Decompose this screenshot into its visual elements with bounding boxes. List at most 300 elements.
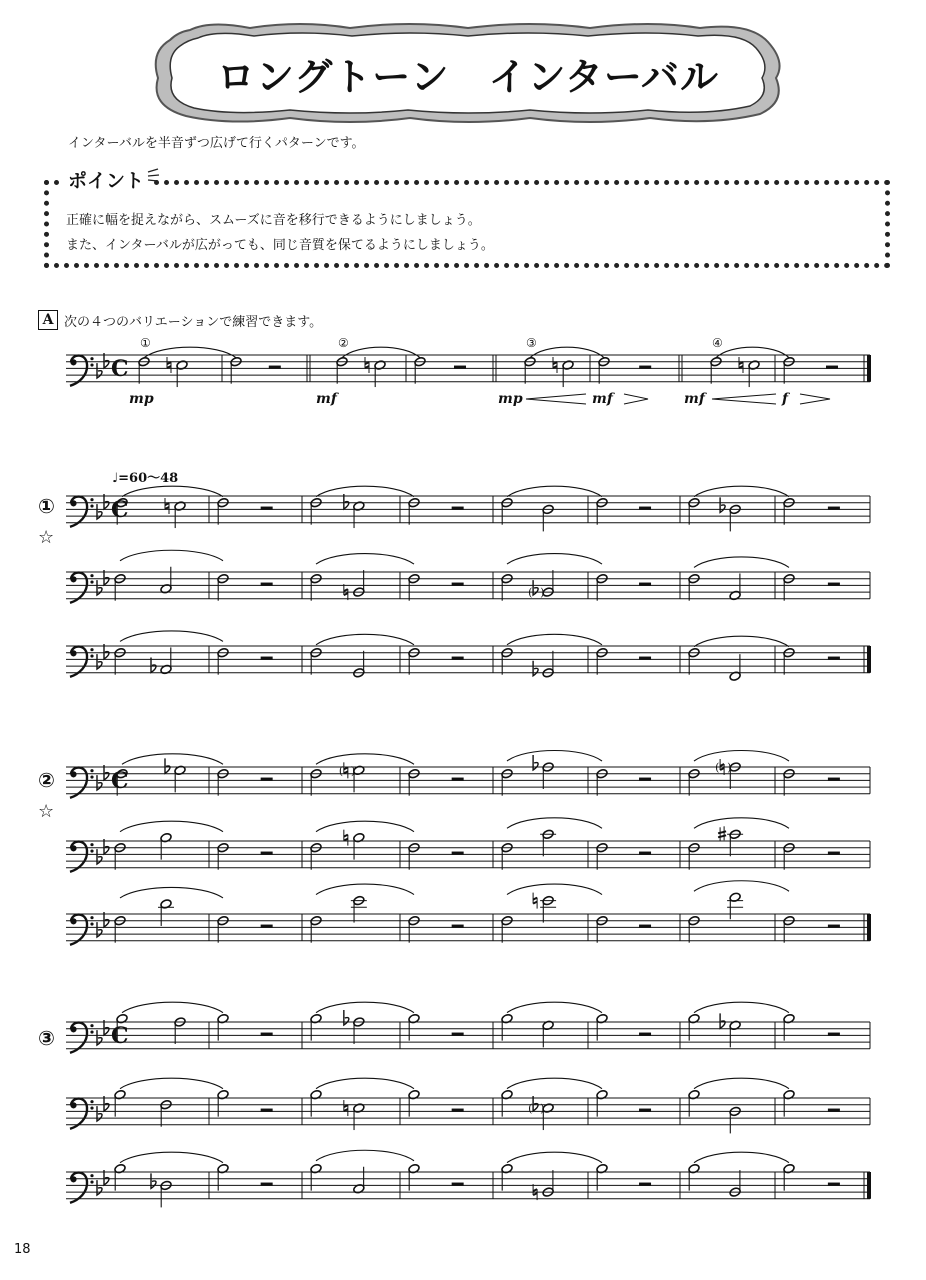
half-note — [783, 842, 795, 869]
flat-icon — [97, 1180, 102, 1195]
half-note — [408, 915, 420, 942]
natural-stroke — [165, 507, 169, 509]
staff — [66, 570, 870, 603]
half-note — [217, 768, 229, 795]
half-note — [217, 1163, 229, 1190]
paren-close: ) — [540, 1102, 545, 1116]
page-title: ロングトーン インターバル — [216, 54, 720, 99]
half-rest-icon — [639, 366, 651, 369]
crescendo-hairpin — [712, 394, 776, 404]
flat-icon — [151, 1173, 156, 1188]
staff — [66, 1096, 870, 1129]
half-note — [688, 915, 700, 942]
half-note — [217, 497, 229, 524]
half-note — [374, 360, 386, 387]
flat-icon — [165, 758, 170, 773]
half-note — [353, 832, 365, 859]
clef-dot — [70, 771, 76, 777]
clef-dot — [90, 574, 93, 577]
common-time-icon: C — [111, 1022, 129, 1049]
half-note — [501, 915, 513, 942]
flat-icon — [97, 363, 102, 378]
slur — [694, 818, 789, 829]
paren-open: ( — [338, 764, 344, 778]
clef-dot — [90, 504, 93, 507]
half-note — [783, 1089, 795, 1116]
clef-dot — [90, 654, 93, 657]
slur — [694, 557, 789, 568]
half-note — [310, 1089, 322, 1116]
variation-number: ② — [338, 336, 349, 350]
half-note — [688, 1089, 700, 1116]
clef-dot — [90, 1030, 93, 1033]
natural-stroke — [533, 1193, 537, 1195]
half-note — [596, 647, 608, 674]
slur — [120, 1152, 223, 1163]
clef-dot — [90, 648, 93, 651]
half-note — [783, 497, 795, 524]
natural-stroke — [167, 366, 171, 368]
clef-dot — [70, 1102, 76, 1108]
clef-dot — [90, 775, 93, 778]
half-note — [596, 768, 608, 795]
flat-icon — [97, 504, 102, 519]
natural-stroke — [739, 362, 743, 364]
natural-stroke — [167, 362, 171, 364]
half-note — [542, 1020, 554, 1047]
half-note — [353, 1103, 365, 1130]
clef-dot — [90, 1100, 93, 1103]
half-note — [138, 356, 150, 383]
half-note — [783, 356, 795, 383]
clef-dot — [70, 1026, 76, 1032]
natural-stroke — [344, 1105, 348, 1107]
clef-dot — [70, 359, 76, 365]
natural-stroke — [533, 1189, 537, 1191]
half-note — [217, 915, 229, 942]
clef-dot — [90, 1180, 93, 1183]
dynamic-mf: mf — [684, 391, 705, 407]
half-note — [174, 765, 186, 792]
half-note — [174, 1017, 186, 1044]
half-note — [217, 1089, 229, 1116]
slur — [120, 821, 223, 832]
clef-dot — [70, 576, 76, 582]
half-rest-icon — [452, 925, 464, 928]
half-note — [230, 356, 242, 383]
half-note — [160, 1099, 172, 1126]
natural-stroke — [553, 362, 557, 364]
half-rest-icon — [261, 507, 273, 510]
half-note — [783, 647, 795, 674]
natural-stroke — [553, 366, 557, 368]
natural-stroke — [365, 366, 369, 368]
half-note — [353, 501, 365, 528]
slur — [694, 1152, 789, 1163]
half-note — [114, 573, 126, 600]
half-rest-icon — [261, 925, 273, 928]
point-label-text: ポイント — [68, 170, 145, 192]
half-note — [783, 915, 795, 942]
half-note — [729, 573, 741, 600]
half-rest-icon — [452, 1033, 464, 1036]
slur — [507, 1152, 602, 1163]
final-barline — [867, 355, 871, 382]
slur — [316, 1078, 414, 1089]
half-note — [160, 647, 172, 674]
half-note — [729, 1106, 741, 1133]
half-note — [501, 1013, 513, 1040]
half-rest-icon — [261, 1109, 273, 1112]
half-note — [727, 829, 743, 856]
half-note — [310, 915, 322, 942]
clef-dot — [90, 922, 93, 925]
flat-icon — [97, 922, 102, 937]
half-rest-icon — [261, 778, 273, 781]
crescendo-hairpin — [526, 394, 586, 404]
exercise-number: ③ — [38, 1026, 55, 1050]
sharp-stroke — [718, 831, 726, 833]
half-note — [596, 1089, 608, 1116]
half-note — [414, 356, 426, 383]
natural-stroke — [344, 771, 348, 773]
half-note — [217, 1013, 229, 1040]
half-note — [160, 832, 172, 859]
natural-stroke — [344, 593, 348, 595]
half-note — [310, 573, 322, 600]
clef-dot — [90, 357, 93, 360]
natural-stroke — [344, 835, 348, 837]
half-rest-icon — [452, 852, 464, 855]
slur — [694, 486, 789, 497]
clef-dot — [90, 1024, 93, 1027]
half-note — [688, 1013, 700, 1040]
half-rest-icon — [261, 1033, 273, 1036]
half-rest-icon — [452, 583, 464, 586]
half-note — [596, 497, 608, 524]
half-note — [501, 1089, 513, 1116]
flat-icon — [97, 580, 102, 595]
half-note — [688, 1163, 700, 1190]
slur — [316, 884, 414, 895]
slur — [694, 881, 789, 892]
clef-dot — [90, 1174, 93, 1177]
staff — [66, 644, 870, 677]
staff — [66, 1020, 870, 1053]
star-icon: ☆ — [38, 527, 55, 548]
half-rest-icon — [452, 1183, 464, 1186]
natural-icon — [165, 498, 169, 514]
natural-icon — [344, 1100, 348, 1116]
half-note — [217, 573, 229, 600]
half-note — [114, 1089, 126, 1116]
tempo-marking: ♩=60～48 — [112, 471, 179, 486]
half-note — [542, 504, 554, 531]
half-note — [729, 1170, 741, 1197]
natural-icon — [533, 893, 537, 909]
half-note — [217, 842, 229, 869]
point-line-2: また、インターバルが広がっても、同じ音質を保てるようにしましょう。 — [66, 238, 494, 253]
half-note — [353, 1167, 365, 1194]
half-note — [353, 570, 365, 597]
half-note — [176, 360, 188, 387]
half-note — [408, 1163, 420, 1190]
staff — [66, 912, 870, 945]
flat-icon — [97, 849, 102, 864]
half-note — [688, 647, 700, 674]
staff — [66, 839, 870, 872]
half-note — [501, 647, 513, 674]
slur — [316, 1002, 414, 1013]
clef-dot — [90, 843, 93, 846]
clef-dot — [90, 769, 93, 772]
paren-close: ) — [350, 764, 356, 778]
staff — [66, 494, 870, 527]
half-note — [351, 895, 367, 922]
half-note — [524, 356, 536, 383]
half-rest-icon — [639, 925, 651, 928]
half-note — [158, 899, 174, 926]
natural-icon — [553, 357, 557, 373]
half-note — [598, 356, 610, 383]
section-a-text: 次の４つのバリエーションで練習できます。 — [64, 314, 323, 330]
half-note — [174, 501, 186, 528]
clef-dot — [70, 918, 76, 924]
dynamic-mf: mf — [316, 391, 337, 407]
flat-icon — [97, 1030, 102, 1045]
half-note — [688, 842, 700, 869]
natural-stroke — [739, 366, 743, 368]
half-note — [310, 497, 322, 524]
natural-stroke — [720, 768, 724, 770]
paren-open: ( — [528, 1102, 533, 1116]
natural-stroke — [533, 902, 537, 904]
natural-stroke — [344, 589, 348, 591]
half-rest-icon — [828, 1033, 840, 1036]
half-note — [310, 1163, 322, 1190]
slur — [507, 818, 602, 829]
half-note — [217, 647, 229, 674]
half-rest-icon — [828, 852, 840, 855]
staff — [66, 1170, 870, 1203]
flat-icon — [97, 1106, 102, 1121]
flat-icon — [97, 775, 102, 790]
half-note — [596, 573, 608, 600]
dynamic-mf: mf — [592, 391, 613, 407]
clef-dot — [90, 916, 93, 919]
half-note — [114, 1163, 126, 1190]
natural-icon — [344, 762, 348, 778]
slur — [316, 634, 414, 645]
flat-icon — [720, 1013, 725, 1028]
half-note — [114, 915, 126, 942]
half-note — [596, 1163, 608, 1190]
half-rest-icon — [452, 1109, 464, 1112]
clef-dot — [70, 500, 76, 506]
staff — [66, 765, 870, 798]
half-note — [710, 356, 722, 383]
half-rest-icon — [452, 657, 464, 660]
intro-text: インターバルを半音ずつ広げて行くパターンです。 — [68, 136, 365, 151]
slur — [530, 347, 604, 358]
half-rest-icon — [639, 507, 651, 510]
star-icon: ☆ — [38, 801, 55, 822]
slur — [694, 1078, 789, 1089]
slur — [316, 1150, 414, 1161]
slur — [507, 751, 602, 762]
dynamic-f: f — [782, 391, 789, 407]
exercise-number: ② — [38, 768, 55, 792]
natural-stroke — [165, 503, 169, 505]
slur — [120, 631, 223, 642]
half-rest-icon — [828, 657, 840, 660]
half-note — [542, 651, 554, 678]
half-note — [501, 842, 513, 869]
natural-icon — [344, 830, 348, 846]
half-rest-icon — [828, 778, 840, 781]
half-note — [336, 356, 348, 383]
slur — [507, 1002, 602, 1013]
natural-stroke — [533, 898, 537, 900]
half-note — [353, 1017, 365, 1044]
natural-icon — [739, 357, 743, 373]
slur — [122, 754, 223, 765]
half-rest-icon — [639, 1183, 651, 1186]
final-barline — [867, 646, 871, 673]
half-rest-icon — [828, 583, 840, 586]
half-note — [408, 647, 420, 674]
decrescendo-hairpin — [800, 394, 830, 404]
half-rest-icon — [639, 1109, 651, 1112]
half-note — [353, 651, 365, 678]
natural-stroke — [720, 764, 724, 766]
half-note — [501, 768, 513, 795]
half-note — [408, 768, 420, 795]
half-note — [688, 573, 700, 600]
half-rest-icon — [639, 583, 651, 586]
half-note — [729, 654, 741, 681]
slur — [316, 486, 414, 497]
half-note — [114, 647, 126, 674]
half-note — [596, 842, 608, 869]
natural-icon — [365, 357, 369, 373]
slur — [122, 1002, 223, 1013]
slur — [316, 754, 414, 765]
natural-stroke — [344, 839, 348, 841]
clef-dot — [90, 363, 93, 366]
half-note — [596, 915, 608, 942]
flat-icon — [533, 580, 538, 595]
clef-dot — [90, 498, 93, 501]
half-note — [688, 497, 700, 524]
common-time-icon: C — [111, 496, 129, 523]
half-rest-icon — [454, 366, 466, 369]
half-note — [783, 573, 795, 600]
dynamic-mp: mp — [498, 391, 523, 407]
decrescendo-hairpin — [624, 394, 648, 404]
clef-dot — [90, 849, 93, 852]
half-note — [783, 1013, 795, 1040]
half-note — [540, 895, 556, 922]
common-time-icon: C — [111, 767, 129, 794]
half-rest-icon — [269, 366, 281, 369]
half-rest-icon — [452, 778, 464, 781]
half-rest-icon — [828, 925, 840, 928]
half-note — [408, 1089, 420, 1116]
half-note — [408, 842, 420, 869]
half-rest-icon — [828, 1109, 840, 1112]
slur — [716, 347, 789, 358]
half-note — [727, 892, 743, 919]
half-note — [160, 1180, 172, 1207]
half-rest-icon — [826, 366, 838, 369]
half-note — [729, 504, 741, 531]
slur — [507, 486, 602, 497]
half-note — [596, 1013, 608, 1040]
half-rest-icon — [639, 1033, 651, 1036]
slur — [342, 347, 420, 358]
flat-icon — [344, 1010, 349, 1025]
flat-icon — [533, 755, 538, 770]
half-note — [783, 768, 795, 795]
half-note — [114, 842, 126, 869]
half-note — [501, 497, 513, 524]
flat-icon — [720, 497, 725, 512]
final-barline — [867, 914, 871, 941]
point-line-1: 正確に幅を捉えながら、スムーズに音を移行できるようにしましょう。 — [66, 213, 481, 228]
section-a-label: A — [38, 310, 58, 330]
natural-stroke — [344, 1109, 348, 1111]
half-rest-icon — [261, 657, 273, 660]
clef-dot — [70, 845, 76, 851]
exercise-number: ① — [38, 494, 55, 518]
slur — [694, 1002, 789, 1013]
slur — [120, 550, 223, 561]
half-note — [540, 829, 556, 856]
paren-close: ) — [540, 586, 545, 600]
half-rest-icon — [828, 507, 840, 510]
slur — [120, 887, 223, 898]
slur — [507, 1078, 602, 1089]
variation-number: ① — [140, 336, 151, 350]
half-note — [310, 768, 322, 795]
half-note — [562, 360, 574, 387]
half-note — [688, 768, 700, 795]
half-note — [748, 360, 760, 387]
slur — [507, 554, 602, 565]
half-note — [408, 1013, 420, 1040]
slur — [120, 1078, 223, 1089]
half-rest-icon — [828, 1183, 840, 1186]
half-note — [542, 762, 554, 789]
variation-number: ③ — [526, 336, 537, 350]
slur — [316, 821, 414, 832]
half-note — [408, 573, 420, 600]
half-note — [160, 567, 172, 594]
half-rest-icon — [639, 657, 651, 660]
clef-dot — [70, 1176, 76, 1182]
paren-close: ) — [727, 761, 732, 774]
half-rest-icon — [261, 583, 273, 586]
sharp-icon — [718, 826, 726, 841]
half-note — [501, 573, 513, 600]
natural-stroke — [344, 767, 348, 769]
dynamic-mp: mp — [129, 391, 154, 407]
natural-stroke — [365, 362, 369, 364]
natural-icon — [167, 357, 171, 373]
half-rest-icon — [639, 852, 651, 855]
slur — [507, 884, 602, 895]
